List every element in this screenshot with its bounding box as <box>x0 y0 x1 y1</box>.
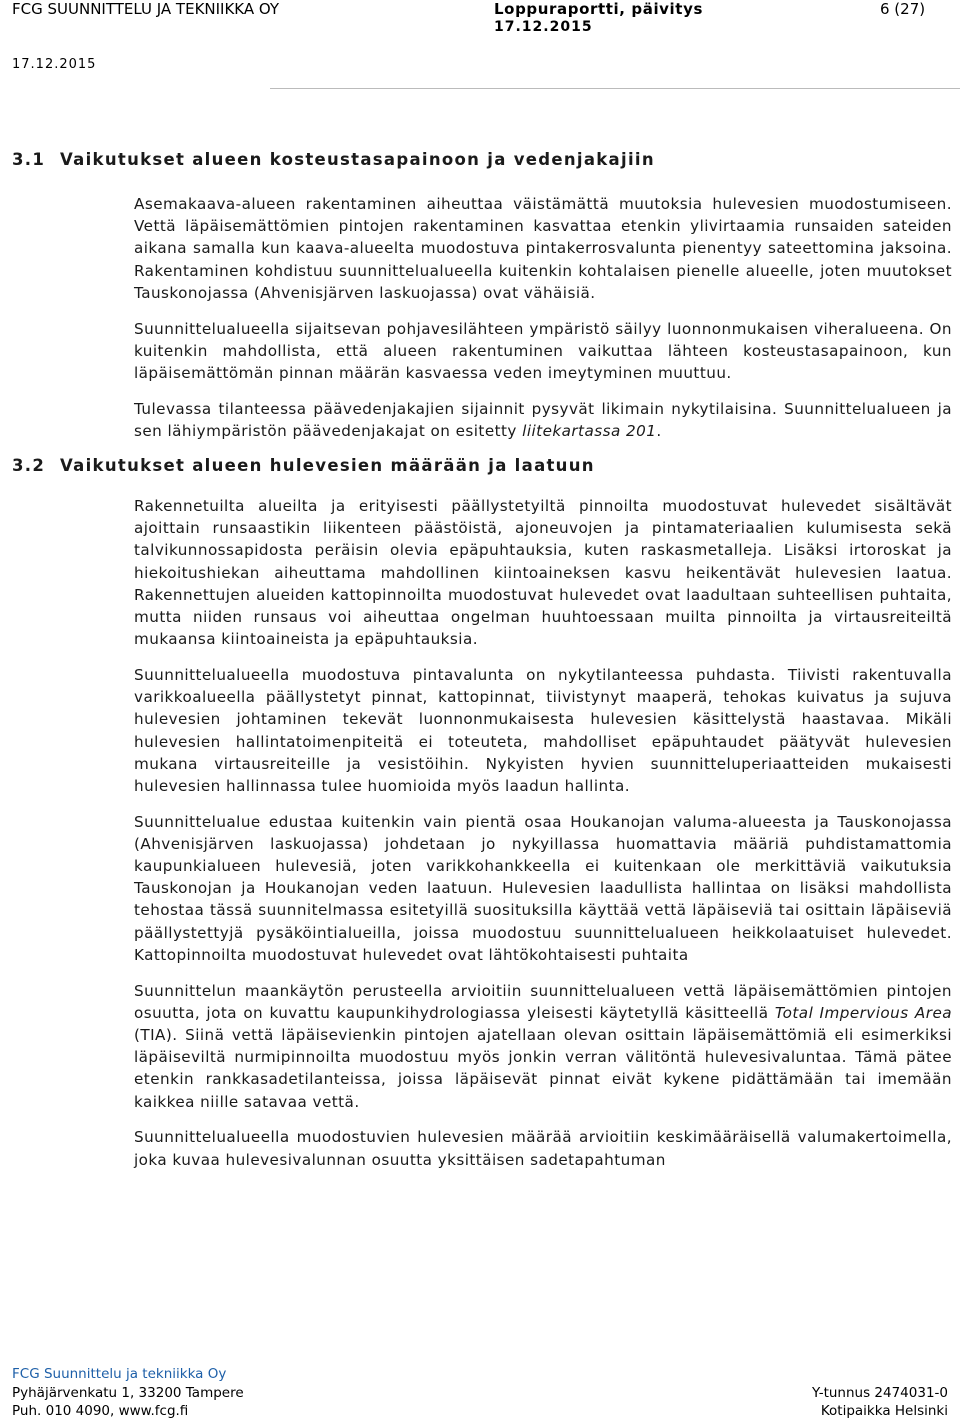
term-italic: Total Impervious Area <box>774 1003 952 1022</box>
section-3-2 <box>12 456 952 1171</box>
paragraph: Suunnittelualueella muodostuva pintavalunta on nykytilanteessa puhdasta. Tiivisti rakentuvalla varikkoalueella päällystetyt pinnat, kattopinnat, tiivistynyt maaperä, tehokas kuivatus ja sujuva hulevesien johtaminen tekevät luonnonmukaisesta hulevesien käsittelystä haastavaa. Mikäli hulevesien hallintatoimenpiteitä ei toteuteta, mahdolliset epäpuhtaudet päätyvät hulevesien mukana virtausreiteille ja vesistöihin. Nykyisten hyvien suunnitteluperiaatteiden mukaisesti hulevesien hallinnassa tulee huomioida myös laadun hallinta. <box>134 665 952 795</box>
section-heading <box>12 150 952 169</box>
paragraph: Asemakaava-alueen rakentaminen aiheuttaa väistämättä muutoksia hulevesien muodostumiseen. Vettä läpäisemättömien pintojen rakentaminen kasvattaa etenkin ylivirtaamia runsaiden sateiden aikana samalla kun kaava-alueelta muodostuva pintakerrosvalunta pienentyy sateettomina jaksoina. Rakentaminen kohdistuu suunnittelualueella kuitenkin kohtalaisen pienelle alueelle, joten muutokset Tauskonojassa (Ahvenisjärven laskuojassa) ovat vähäisiä. <box>134 195 952 302</box>
section-number: 3.1 <box>12 150 46 169</box>
paragraph: Suunnittelualueella sijaitsevan pohjavesilähteen ympäristö säilyy luonnonmukaisen viheralueena. On kuitenkin mahdollista, että alueen rakentuminen vaikuttaa lähteen kosteustasapainoon, kun läpäisemättömän pinnan määrän kasvaessa veden imeytyminen muuttuu. <box>134 319 952 382</box>
header-page-number: 6 (27) <box>880 0 926 18</box>
header-title: Loppuraportti, päivitys <box>494 0 703 18</box>
footer-company: FCG Suunnittelu ja tekniikka Oy <box>12 1366 227 1382</box>
section-3-1 <box>12 150 952 442</box>
section-title: Vaikutukset alueen hulevesien määrään ja laatuun <box>60 456 595 476</box>
paragraph: Rakennetuilta alueilta ja erityisesti päällystetyiltä pinnoilta muodostuvat hulevedet sisältävät ajoittain runsaastikin liikenteen päästöistä, ajoneuvojen ja pintamateriaalien kulumisesta sekä talvikunnossapidosta peräisin olevia epäpuhtauksia, kuten raskasmetalleja. Lisäksi irtoroskat ja hiekoitushiekan aiheuttama mahdollinen kiintoaineksen kasvu heikentävät hulevesien laatua. Rakennettujen alueiden kattopinnoilta muodostuvat hulevedet ovat laadultaan suhteellisen puhtaita, mutta niiden runsaus voi aiheuttaa ongelman huuhtoessaan muilta pinnoilta ja virtausreiteiltä mukaansa kiintoaineista ja epäpuhtauksia. <box>134 497 952 649</box>
paragraph: Suunnittelualueella muodostuvien hulevesien määrää arvioitiin keskimääräisellä valumakertoimella, joka kuvaa hulevesivalunnan osuutta yksittäisen sadetapahtuman <box>134 1128 952 1169</box>
paragraph: Suunnittelualue edustaa kuitenkin vain pientä osaa Houkanojan valuma-alueesta ja Tauskonojassa (Ahvenisjärven laskuojassa) johdetaan jo nykyillassa huomattavia määriä puhdistamattomia kaupunkialueen hulevesiä, joten varikkohankkeella ei kuitenkaan ole merkittäviä vaikutuksia Tauskonojan ja Houkanojan veden laatuun. Hulevesien laadullista hallintaa on lisäksi mahdollista tehostaa tässä suunnitelmassa esitetyillä suosituksilla käyttää vettä läpäiseviä tai osittain läpäiseviä päällystettyjä pysäköintialueilla, joissa muodostuu suunnittelualueen heikkolaatuiset hulevedet. Kattopinnoilta muodostuvat hulevedet ovat lähtökohtaisesti puhtaita <box>134 812 952 964</box>
paragraph <box>134 398 952 442</box>
footer-domicile: Kotipaikka Helsinki <box>820 1403 948 1419</box>
paragraph-text: Suunnittelun maankäytön perusteella arvioitiin suunnittelualueen vettä läpäisemättömien pintojen osuutta, jota on kuvattu kaupunkihydrologiassa yleisesti käytetyllä käsitteellä <box>134 981 952 1022</box>
footer-phone: Puh. 010 4090, www.fcg.fi <box>12 1403 189 1419</box>
footer-address: Pyhäjärvenkatu 1, 33200 Tampere <box>12 1385 244 1401</box>
page-header <box>0 0 960 90</box>
section-heading <box>12 456 952 475</box>
paragraph-end: . <box>656 421 662 440</box>
section-number: 3.2 <box>12 456 46 476</box>
section-title: Vaikutukset alueen kosteustasapainoon ja vedenjakajiin <box>60 150 655 169</box>
header-title-date: 17.12.2015 <box>494 19 593 35</box>
paragraph-text: Tulevassa tilanteessa päävedenjakajien sijainnit pysyvät likimain nykytilaisina. Suunnittelualueen ja sen lähiympäristön päävedenjakajat on esitetty <box>134 399 952 440</box>
header-date: 17.12.2015 <box>12 57 97 72</box>
footer-business-id: Y-tunnus 2474031-0 <box>812 1385 948 1401</box>
header-company: FCG SUUNNITTELU JA TEKNIIKKA OY <box>12 0 280 18</box>
document-body <box>12 150 952 1184</box>
map-reference: liitekartassa 201 <box>522 421 657 440</box>
paragraph <box>134 980 952 1113</box>
header-divider <box>270 88 960 89</box>
paragraph-end: (TIA). Siinä vettä läpäisevienkin pintojen ajatellaan olevan osittain läpäisemättömiä eli esimerkiksi läpäiseviltä nurmipinnoilta muodostuu myös jonkin verran välitöntä hulevesivaluntaa. Tämä pätee etenkin rankkasadetilanteissa, joissa läpäisevät pinnat eivät kykene pidättämään tai imemään kaikkea niille satavaa vettä. <box>134 1026 952 1111</box>
page-footer <box>12 1366 948 1421</box>
